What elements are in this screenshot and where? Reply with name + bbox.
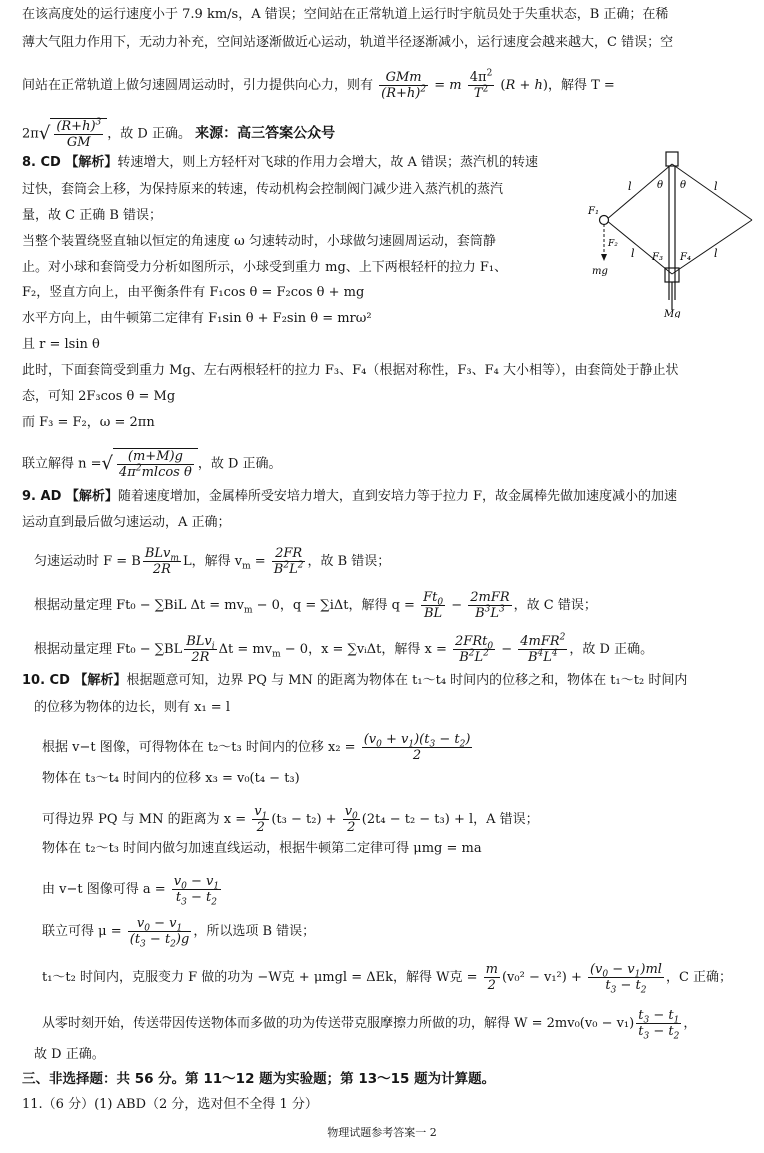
- force-label: F₃: [652, 252, 663, 263]
- text-line: 物体在 t₂～t₃ 时间内做匀加速直线运动，根据牛顿第二定律可得 μmg = ma: [42, 841, 482, 856]
- text-line: t₁～t₂ 时间内，克服变力 F 做的功为 −W克 + μmgl = ΔEk，解得 W克 = $\frac{m}{2}$ (v₀² − v₁²) + $\frac{(v_0 - v_1)ml}{t_3 - t_2}$ ，C 正确；: [42, 962, 733, 996]
- text-line: F₂，竖直方向上，由平衡条件有 F₁cos θ = F₂cos θ + mg: [22, 285, 365, 300]
- text-line: 联立可得 μ = $\frac{v_0 - v_1}{(t_3 - t_2)g}$ ，所以选项 B 错误；: [42, 916, 316, 950]
- text-line: 运动直到最后做匀速运动，A 正确；: [22, 515, 231, 530]
- text-line: 在该高度处的运行速度小于 7.9 km/s，A 错误；空间站在正常轨道上运行时宇航员处于失重状态，B 正确；在稀: [22, 7, 669, 22]
- gravity-label: mg: [592, 266, 608, 277]
- text-line: 止。对小球和套筒受力分析如图所示，小球受到重力 mg、上下两根轻杆的拉力 F₁、: [22, 260, 508, 275]
- text-line: 间站在正常轨道上做匀速圆周运动时，引力提供向心力，则有 $\frac{\text{GMm}}{(R+h)^2}$ = m $\frac{4\pi^2}{T^2}$ (R + h)，解得 T =: [22, 68, 615, 101]
- angle-label: θ: [680, 180, 687, 191]
- rod-label: l: [714, 247, 718, 260]
- text-line: 根据动量定理 Ft₀ − ∑BiL $\Delta t = mv_m - 0$，q = ∑iΔt，解得 q = $\frac{Ft_0}{BL}$ − $\frac{\text{2mFR}}{B^3L^3}$ ，故 C 错误；: [34, 590, 597, 621]
- text-line: 根据动量定理 Ft₀ − ∑BL $\frac{BLv_i}{2R}$ $\Delta t = mv_m - 0$，x = ∑vᵢΔt，解得 x = $\frac{2FRt_0}{B^2L^2}$ − $\frac{4mFR^2}{B^4L^4}$ ，故 D 正确。: [34, 632, 654, 665]
- governor-force-diagram: [576, 150, 760, 318]
- text-line: 当整个装置绕竖直轴以恒定的角速度 ω 匀速转动时，小球做匀速圆周运动，套筒静: [22, 234, 496, 249]
- text-line: 的位移为物体的边长，则有 x₁ = l: [34, 700, 230, 715]
- text-line: 11.（6 分）(1) ABD（2 分，选对但不全得 1 分）: [22, 1097, 318, 1112]
- text-line: 10. CD 【解析】根据题意可知，边界 PQ 与 MN 的距离为物体在 t₁～t₄ 时间内的位移之和，物体在 t₁～t₂ 时间内: [22, 673, 688, 688]
- text-line: 量，故 C 正确 B 错误；: [22, 208, 163, 223]
- text-line: 薄大气阻力作用下，无动力补充，空间站逐渐做近心运动，轨道半径逐渐减小，运行速度会越来越大，C 错误；空: [22, 35, 674, 50]
- text-line: 物体在 t₃～t₄ 时间内的位移 x₃ = v₀(t₄ − t₃): [42, 771, 300, 786]
- text-line: 过快，套筒会上移，为保持原来的转速，传动机构会控制阀门减少进入蒸汽机的蒸汽: [22, 182, 504, 197]
- page-footer: 物理试题参考答案一 2: [327, 1126, 437, 1139]
- rod-label: l: [714, 180, 718, 193]
- angle-label: θ: [657, 180, 664, 191]
- force-label: F₁: [588, 206, 599, 217]
- text-line: 根据 v−t 图像，可得物体在 t₂～t₃ 时间内的位移 x₂ = $\frac{(v_0 + v_1)(t_3 - t_2)}{2}$: [42, 732, 471, 763]
- source-watermark: 来源：高三答案公众号: [195, 125, 336, 142]
- text-line: 水平方向上，由牛顿第二定律有 F₁sin θ + F₂sin θ = mrω²: [22, 311, 372, 326]
- force-label: F₂: [608, 239, 618, 249]
- text-line: 从零时刻开始，传送带因传送物体而多做的功为传送带克服摩擦力所做的功，解得 W = 2mv₀(v₀ − v₁) $\frac{t_3 - t_1}{t_3 - t_2}$ ，: [42, 1008, 697, 1042]
- text-line: 此时，下面套筒受到重力 Mg、左右两根轻杆的拉力 F₃、F₄（根据对称性，F₃、F₄ 大小相等），由套筒处于静止状: [22, 363, 679, 378]
- rod-label: l: [631, 247, 635, 260]
- text-line: 可得边界 PQ 与 MN 的距离为 x = $\frac{v_1}{2}$ (t₃ − t₂) + $\frac{v_0}{2}$ (2t₄ − t₂ − t₃) + l，A 错误；: [42, 804, 539, 835]
- text-line: 匀速运动时 F = B $\frac{BLv_m}{2R}$ L，解得 $v_m$ = $\frac{2FR}{B^2L^2}$ ，故 B 错误；: [34, 546, 391, 577]
- text-line: 联立解得 n =√ $\frac{(m+M)g}{4\pi^2mlcos \theta}$ ，故 D 正确。: [22, 449, 282, 480]
- rod-label: l: [628, 180, 632, 193]
- text-line: 2π√ $\frac{(R+h)^3}{GM}$ ，故 D 正确。 来源：高三答案公众号: [22, 117, 336, 150]
- gravity-label: Mg: [664, 309, 681, 318]
- text-line: 态，可知 2F₃cos θ = Mg: [22, 389, 176, 404]
- force-label: F₄: [680, 252, 691, 263]
- text-line: 故 D 正确。: [34, 1047, 105, 1062]
- text-line: 而 F₃ = F₂，ω = 2πn: [22, 415, 155, 430]
- text-line: 9. AD 【解析】随着速度增加，金属棒所受安培力增大，直到安培力等于拉力 F，故金属棒先做加速度减小的加速: [22, 489, 678, 504]
- text-line: 8. CD 【解析】转速增大，则上方轻杆对飞球的作用力会增大，故 A 错误；蒸汽机的转速: [22, 155, 539, 170]
- section-title: 三、非选择题：共 56 分。第 11～12 题为实验题；第 13～15 题为计算题。: [22, 1071, 496, 1087]
- text-line: 且 r = lsin θ: [22, 337, 100, 352]
- text-line: 由 v−t 图像可得 a = $\frac{v_0 - v_1}{t_3 - t_2}$: [42, 874, 220, 908]
